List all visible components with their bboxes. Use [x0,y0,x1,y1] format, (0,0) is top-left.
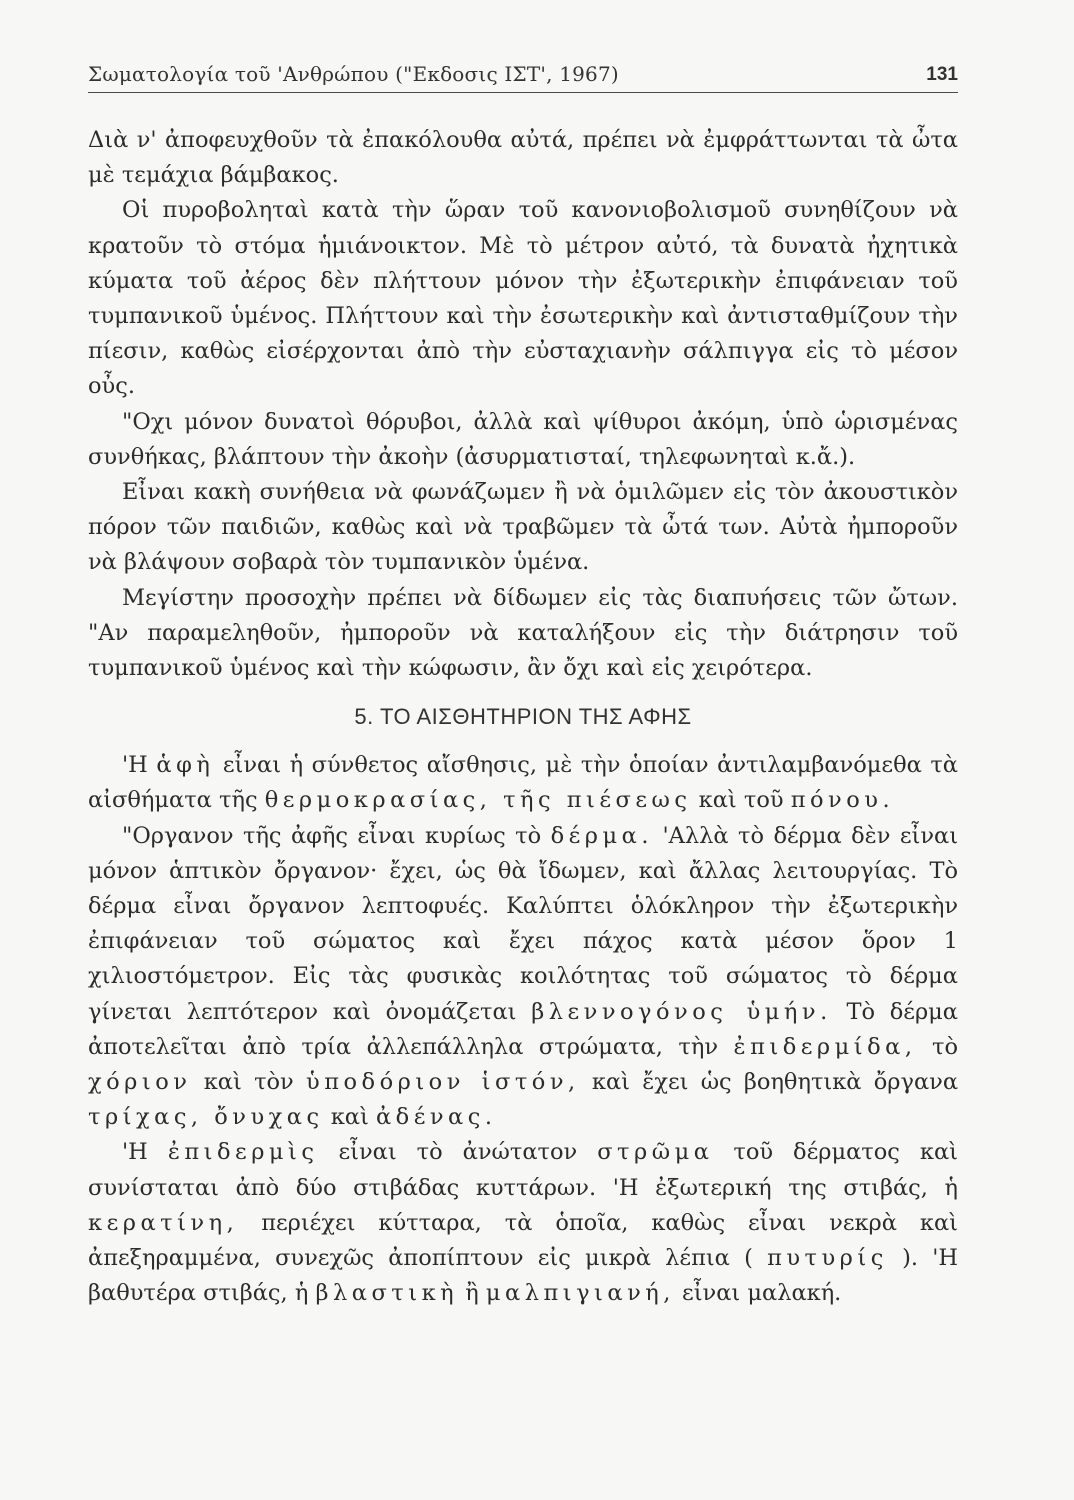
paragraph-touch-definition [88,748,958,818]
spaced-term: ἐπιδερμὶς [167,1139,319,1166]
spaced-term: στρῶμα [597,1139,714,1166]
spaced-term: ἀδένας. [375,1104,497,1131]
spaced-term: τρίχας, ὄνυχας [88,1104,324,1131]
text: ἢ [465,1280,479,1307]
running-header [88,62,958,93]
spaced-term: ἁφὴ [156,752,215,779]
text: 'Η [122,1139,148,1166]
text: περιέχει κύτταρα, τὰ ὁποῖα, καθὼς εἶναι νεκρὰ καὶ ἀπεξηραμμένα, συνεχῶς ἀποπίπτουν εἰς μικρὰ λέπια ( [88,1209,958,1272]
text: καὶ τοῦ [698,787,784,814]
page-number: 131 [926,64,958,85]
text: εἶναι ἡ σύνθετος αἴσθησις, μὲ τὴν ὁποίαν ἀντιλαμβανόμεθα τὰ αἰσθήματα τῆς [88,752,959,814]
spaced-term: δέρμα. [550,822,654,849]
text: "Οργανον τῆς ἀφῆς εἶναι κυρίως τὸ [122,822,542,849]
paragraph: Διὰ ν' ἀποφευχθοῦν τὰ ἐπακόλουθα αὐτά, πρέπει νὰ ἐμφράττωνται τὰ ὦτα μὲ τεμάχια βάμβακος. [88,127,958,189]
text: τὸ [932,1033,958,1060]
spaced-term: χόριον [88,1069,192,1096]
section-heading: 5. ΤΟ ΑΙΣΘΗΤΗΡΙΟΝ ΤΗΣ ΑΦΗΣ [354,704,692,730]
spaced-term: μαλπιγιανή, [485,1280,675,1307]
header-title: Σωματολογία τοῦ 'Ανθρώπου ("Εκδοσις ΙΣΤ', 1967) [88,62,619,86]
paragraph: Οἱ πυροβοληταὶ κατὰ τὴν ὥραν τοῦ κανονιοβολισμοῦ συνηθίζουν νὰ κρατοῦν τὸ στόμα ἡμιάνοικτον. Μὲ τὸ μέτρον αὐτό, τὰ δυνατὰ ἠχητικὰ κύματα τοῦ ἀέρος δὲν πλήττουν μόνον τὴν ἐξωτερικὴν ἐπιφάνειαν τοῦ τυμπανικοῦ ὑμένος. Πλήττουν καὶ τὴν ἐσωτερικὴν καὶ ἀντισταθμίζουν τὴν πίεσιν, καθὼς εἰσέρχονται ἀπὸ τὴν εὐσταχιανὴν σάλπιγγα εἰς τὸ μέσον οὖς. [88,197,958,400]
paragraph: Εἶναι κακὴ συνήθεια νὰ φωνάζωμεν ἢ νὰ ὁμιλῶμεν εἰς τὸν ἀκουστικὸν πόρον τῶν παιδιῶν, καθὼς καὶ νὰ τραβῶμεν τὰ ὦτά των. Αὐτὰ ἠμποροῦν νὰ βλάψουν σοβαρὰ τὸν τυμπανικὸν ὑμένα. [88,479,958,576]
spaced-term: βλαστικὴ [315,1280,459,1307]
spaced-term: κερατίνη, [88,1209,239,1236]
spaced-term: ὑποδόριον ἱστόν, [306,1069,580,1096]
spaced-term: πόνου. [790,787,895,814]
text: Τὸ δέρμα ἀποτελεῖται ἀπὸ τρία ἀλλεπάλληλα στρώματα, τὴν [88,998,958,1060]
page-body [88,123,958,1312]
text: εἶναι τὸ ἀνώτατον [338,1139,578,1166]
text: καὶ ἔχει ὡς βοηθητικὰ ὄργανα [591,1069,959,1096]
spaced-term: βλεννογόνος ὑμήν. [531,998,832,1025]
paragraph-epidermis [88,1135,958,1311]
spaced-term: ἐπιδερμίδα, [733,1033,917,1060]
text: τοῦ δέρματος καὶ συνίσταται ἀπὸ δύο στιβάδας κυττάρων. 'Η ἐξωτερική της στιβάς, ἡ [88,1139,958,1201]
text: ). 'Η βαθυτέρα στιβάς, ἡ [88,1245,959,1307]
text: εἶναι μαλακή. [682,1280,842,1307]
text: καὶ τὸν [203,1069,294,1096]
spaced-term: θερμοκρασίας, τῆς πιέσεως [264,787,692,814]
text: καὶ [330,1104,369,1131]
paragraph-skin [88,819,958,1136]
text: 'Αλλὰ τὸ δέρμα δὲν εἶναι μόνον ἁπτικὸν ὄργανον· ἔχει, ὡς θὰ ἴδωμεν, καὶ ἄλλας λειτουργίας. Τὸ δέρμα εἶναι ὄργανον λεπτοφυές. Καλύπτει ὁλόκληρον τὴν ἐξωτερικὴν ἐπιφάνειαν τοῦ σώματος καὶ ἔχει πάχος κατὰ μέσον ὅρον 1 χιλιοστόμετρον. Εἰς τὰς φυσικὰς κοιλότητας τοῦ σώματος τὸ δέρμα γίνεται λεπτότερον καὶ ὀνομάζεται [88,822,959,1025]
document-page [88,62,958,1462]
paragraph: "Οχι μόνον δυνατοὶ θόρυβοι, ἀλλὰ καὶ ψίθυροι ἀκόμη, ὑπὸ ὡρισμένας συνθήκας, βλάπτουν τὴν ἀκοὴν (ἀσυρματισταί, τηλεφωνηταὶ κ.ἄ.). [88,408,958,470]
paragraph: Μεγίστην προσοχὴν πρέπει νὰ δίδωμεν εἰς τὰς διαπυήσεις τῶν ὤτων. "Αν παραμεληθοῦν, ἠμποροῦν νὰ καταλήξουν εἰς τὴν διάτρησιν τοῦ τυμπανικοῦ ὑμένος καὶ τὴν κώφωσιν, ἂν ὄχι καὶ εἰς χειρότερα. [88,584,958,682]
text: 'Η [122,752,148,779]
spaced-term: πυτυρίς [767,1245,888,1272]
